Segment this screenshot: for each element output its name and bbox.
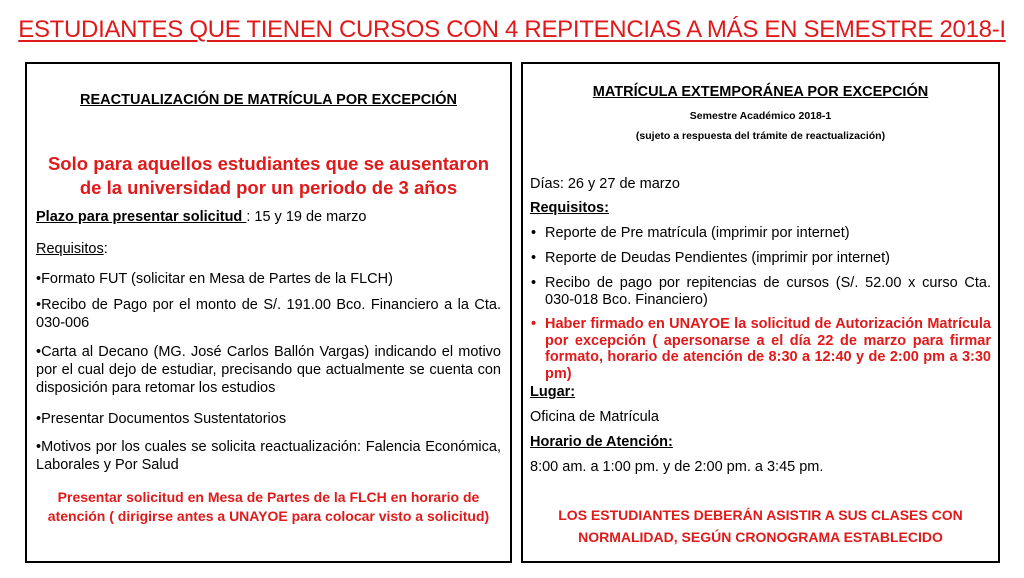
reactualizacion-panel [25, 62, 512, 563]
list-item-text: Haber firmado en UNAYOE la solicitud de Autorización Matrícula por excepción ( apersonarse a el día 22 de marzo para firmar formato, horario de atención de 8:30 a 12:40 y de 2:00 pm a 3:30 pm) [545, 316, 991, 382]
subject-note: (sujeto a respuesta del trámite de reactualización) [635, 130, 886, 142]
matricula-extemporanea-panel [521, 62, 1000, 563]
list-item-text: Reporte de Pre matrícula (imprimir por internet) [545, 225, 850, 241]
list-item-text: Reporte de Deudas Pendientes (imprimir por internet) [545, 250, 890, 266]
plazo-label: Plazo para presentar solicitud [36, 209, 247, 225]
list-item: •Carta al Decano (MG. José Carlos Ballón Vargas) indicando el motivo por el cual dejo de estudiar, precisando que actualmente se cuenta con disposición para retomar los estudios [36, 344, 501, 396]
bullet-glyph: • [531, 225, 537, 241]
dias-row: Días: 26 y 27 de marzo [530, 176, 680, 192]
page-title: ESTUDIANTES QUE TIENEN CURSOS CON 4 REPITENCIAS A MÁS EN SEMESTRE 2018-I [18, 16, 1006, 43]
bullet-glyph: • [531, 250, 537, 266]
right-footer-line-1: LOS ESTUDIANTES DEBERÁN ASISTIR A SUS CLASES CON [558, 507, 963, 523]
list-item [530, 316, 991, 382]
left-footer-line-2: atención ( dirigirse antes a UNAYOE para colocar visto a solicitud) [47, 508, 490, 524]
plazo-value: : 15 y 19 de marzo [246, 209, 367, 225]
list-item [530, 225, 991, 242]
requisitos-label: Requisitos: [530, 200, 609, 216]
list-item: •Recibo de Pago por el monto de S/. 191.00 Bco. Financiero a la Cta. 030-006 [36, 297, 501, 331]
list-item: •Motivos por los cuales se solicita reactualización: Falencia Económica, Laborales y Por Salud [36, 439, 501, 473]
right-footer-notice [530, 504, 991, 548]
bullet-glyph: • [531, 316, 537, 332]
reactualizacion-heading: REACTUALIZACIÓN DE MATRÍCULA POR EXCEPCIÓN [80, 92, 457, 108]
semester-label: Semestre Académico 2018-1 [689, 110, 832, 122]
matricula-heading: MATRÍCULA EXTEMPORÁNEA POR EXCEPCIÓN [592, 84, 929, 100]
right-footer-line-2: NORMALIDAD, SEGÚN CRONOGRAMA ESTABLECIDO [578, 529, 943, 545]
bullet-glyph: • [531, 275, 537, 291]
list-item [530, 275, 991, 308]
left-footer-notice [36, 488, 501, 526]
lugar-value: Oficina de Matrícula [530, 409, 659, 425]
requisitos-colon: : [103, 241, 108, 257]
horario-value: 8:00 am. a 1:00 pm. y de 2:00 pm. a 3:45 pm. [530, 459, 824, 475]
eligibility-line-2: de la universidad por un periodo de 3 años [79, 177, 458, 198]
list-item [530, 250, 991, 267]
plazo-row [36, 208, 501, 226]
requisitos-row [36, 240, 501, 258]
list-item-text: Recibo de pago por repitencias de cursos (S/. 52.00 x curso Cta. 030-018 Bco. Financiero) [545, 275, 991, 308]
left-footer-line-1: Presentar solicitud en Mesa de Partes de la FLCH en horario de [57, 489, 480, 505]
horario-label: Horario de Atención: [530, 434, 673, 450]
eligibility-line-1: Solo para aquellos estudiantes que se ausentaron [47, 153, 490, 174]
list-item: •Formato FUT (solicitar en Mesa de Partes de la FLCH) [36, 271, 393, 287]
lugar-label: Lugar: [530, 384, 576, 400]
list-item: •Presentar Documentos Sustentatorios [36, 411, 287, 427]
requisitos-label: Requisitos [36, 241, 104, 257]
eligibility-notice [36, 152, 501, 200]
